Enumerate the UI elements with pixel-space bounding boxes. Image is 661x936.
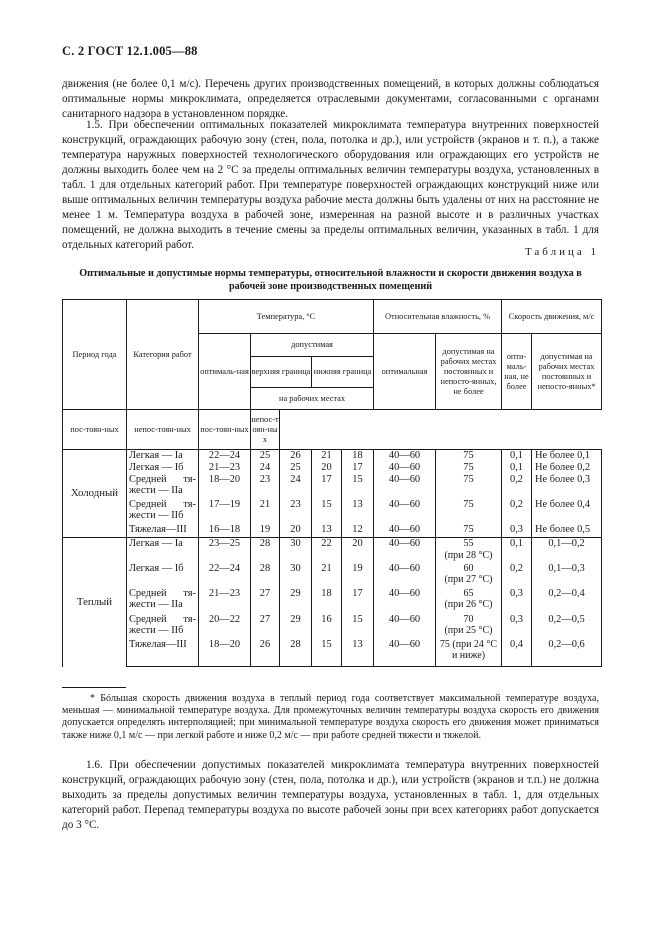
cell-hum-optimal: 40—60 xyxy=(374,474,436,499)
cell-temp-optimal: 17—19 xyxy=(199,499,251,524)
cell-temp-optimal: 23—25 xyxy=(199,538,251,563)
cell-speed-optimal: 0,1 xyxy=(502,450,532,462)
cell-lower-permanent: 21 xyxy=(312,563,342,588)
cell-hum-optimal: 40—60 xyxy=(374,639,436,667)
cell-temp-optimal: 18—20 xyxy=(199,474,251,499)
cell-upper-nonpermanent: 30 xyxy=(280,538,312,563)
cell-category: Легкая — Ia xyxy=(127,450,199,462)
header-hum-optimal: оптимальная xyxy=(374,334,436,410)
header-temp-optimal: оптималь-ная xyxy=(199,334,251,410)
table-title: Оптимальные и допустимые нормы температуры, относительной влажности и скорости движения воздуха в рабочей зоне производственных помещений xyxy=(79,268,582,292)
season-cold: Холодный xyxy=(63,450,127,538)
cell-upper-permanent: 28 xyxy=(251,563,280,588)
table-row xyxy=(63,499,602,524)
cell-category: Средней тя- жести — IIб xyxy=(127,614,199,639)
cell-lower-permanent: 20 xyxy=(312,462,342,474)
microclimate-norms-table-body xyxy=(62,449,602,667)
cell-hum-optimal: 40—60 xyxy=(374,588,436,614)
cell-category: Легкая — Iб xyxy=(127,563,199,588)
cell-speed-optimal: 0,3 xyxy=(502,614,532,639)
cell-lower-nonpermanent: 17 xyxy=(342,462,374,474)
cell-lower-nonpermanent: 19 xyxy=(342,563,374,588)
cell-speed-permissible: 0,2—0,5 xyxy=(532,614,602,639)
table-row xyxy=(63,588,602,614)
cell-temp-optimal: 21—23 xyxy=(199,588,251,614)
cell-lower-nonpermanent: 18 xyxy=(342,450,374,462)
cell-category: Легкая — Iб xyxy=(127,462,199,474)
cell-category: Средней тя- жести — IIб xyxy=(127,499,199,524)
cell-lower-permanent: 15 xyxy=(312,499,342,524)
cell-hum-permissible: 70 (при 25 °С) xyxy=(436,614,502,639)
header-nonpermanent-1: непос-тоян-ных xyxy=(127,410,199,450)
table-row xyxy=(63,524,602,538)
cell-hum-permissible: 75 xyxy=(436,524,502,538)
cell-lower-permanent: 15 xyxy=(312,639,342,667)
header-speed: Скорость движения, м/с xyxy=(502,300,602,334)
header-permanent-0: пос-тоян-ных xyxy=(63,410,127,450)
paragraph-text: 1.5. При обеспечении оптимальных показателей микроклимата температура внутренних поверхностей конструкций, ограждающих рабочую зону (стен, пола, потолка и др.), или устройств (экранов и т. п.), а также температура наружных поверхностей технологического оборудования или ограждающих его устройств не должны выходить более чем на 2 °С за пределы оптимальных величин температуры воздуха, установленных в табл. 1 для отдельных категорий работ. При температуре поверхностей ограждающих конструкций ниже или выше оптимальных величин температуры воздуха рабочие места должны быть удалены от них на расстояние не менее 1 м. Температура воздуха в рабочей зоне, измеренная на разной высоте и в различных участках помещений, не должна выходить в течение смены за пределы оптимальных величин, указанных в табл. 1 для отдельных категорий работ. xyxy=(62,119,599,251)
cell-hum-optimal: 40—60 xyxy=(374,538,436,563)
cell-lower-permanent: 16 xyxy=(312,614,342,639)
cell-lower-nonpermanent: 13 xyxy=(342,499,374,524)
cell-temp-optimal: 22—24 xyxy=(199,450,251,462)
season-warm: Теплый xyxy=(63,538,127,667)
footnote-rule xyxy=(62,687,126,688)
cell-speed-permissible: Не более 0,1 xyxy=(532,450,602,462)
cell-upper-permanent: 27 xyxy=(251,614,280,639)
cell-temp-optimal: 18—20 xyxy=(199,639,251,667)
cell-lower-nonpermanent: 20 xyxy=(342,538,374,563)
cell-lower-permanent: 21 xyxy=(312,450,342,462)
paragraph-1-6 xyxy=(62,758,599,833)
table-row xyxy=(63,462,602,474)
cell-upper-nonpermanent: 20 xyxy=(280,524,312,538)
cell-upper-permanent: 27 xyxy=(251,588,280,614)
table-label: Таблица 1 xyxy=(524,246,599,258)
cell-upper-nonpermanent: 26 xyxy=(280,450,312,462)
cell-upper-nonpermanent: 23 xyxy=(280,499,312,524)
cell-upper-permanent: 28 xyxy=(251,538,280,563)
cell-speed-optimal: 0,1 xyxy=(502,462,532,474)
table-row xyxy=(63,563,602,588)
cell-speed-optimal: 0,2 xyxy=(502,499,532,524)
table-row xyxy=(63,450,602,462)
cell-upper-permanent: 19 xyxy=(251,524,280,538)
cell-lower-permanent: 17 xyxy=(312,474,342,499)
cell-speed-permissible: Не более 0,2 xyxy=(532,462,602,474)
cell-temp-optimal: 22—24 xyxy=(199,563,251,588)
cell-lower-permanent: 13 xyxy=(312,524,342,538)
paragraph-text: движения (не более 0,1 м/с). Перечень других производственных помещений, в которых должны соблюдаться оптимальные нормы микроклимата, определяется отраслевыми документами, согласованными с органами санитарного надзора в установленном порядке. xyxy=(62,78,599,120)
cell-hum-optimal: 40—60 xyxy=(374,499,436,524)
table-row xyxy=(63,639,602,667)
cell-lower-nonpermanent: 15 xyxy=(342,474,374,499)
cell-speed-permissible: 0,2—0,6 xyxy=(532,639,602,667)
cell-speed-permissible: 0,1—0,2 xyxy=(532,538,602,563)
table-row xyxy=(63,474,602,499)
header-category: Категория работ xyxy=(127,300,199,410)
table-row xyxy=(63,538,602,563)
cell-hum-permissible: 75 xyxy=(436,450,502,462)
cell-speed-optimal: 0,2 xyxy=(502,474,532,499)
cell-speed-optimal: 0,4 xyxy=(502,639,532,667)
cell-temp-optimal: 20—22 xyxy=(199,614,251,639)
cell-lower-permanent: 18 xyxy=(312,588,342,614)
table-row xyxy=(63,614,602,639)
cell-upper-permanent: 24 xyxy=(251,462,280,474)
cell-upper-permanent: 26 xyxy=(251,639,280,667)
footnote-text: * Бóльшая скорость движения воздуха в теплый период года соответствует максимальной температуре воздуха, меньшая — минимальной температуре воздуха. Для промежуточных величин температуры воздуха скорость его движения допускается определять интерполяцией; при минимальной температуре воздуха скорость его движения может приниматься также ниже 0,1 м/с — при легкой работе и ниже 0,2 м/с — при работе средней тяжести и тяжелой. xyxy=(62,693,599,741)
cell-hum-permissible: 55 (при 28 °С) xyxy=(436,538,502,563)
cell-hum-optimal: 40—60 xyxy=(374,462,436,474)
cell-upper-permanent: 25 xyxy=(251,450,280,462)
microclimate-norms-table xyxy=(62,299,602,450)
cell-upper-nonpermanent: 25 xyxy=(280,462,312,474)
cell-category: Тяжелая—III xyxy=(127,639,199,667)
cell-speed-permissible: 0,2—0,4 xyxy=(532,588,602,614)
table-footnote xyxy=(62,693,599,742)
header-upper-bound: верхняя граница xyxy=(251,357,312,388)
cell-speed-optimal: 0,3 xyxy=(502,588,532,614)
header-period: Период года xyxy=(63,300,127,410)
header-spd-optimal: опти-маль-ная, не более xyxy=(502,334,532,410)
cell-hum-permissible: 60 (при 27 °С) xyxy=(436,563,502,588)
cell-hum-permissible: 75 xyxy=(436,499,502,524)
paragraph-1-5 xyxy=(62,118,599,253)
header-humidity: Относительная влажность, % xyxy=(374,300,502,334)
cell-hum-permissible: 75 (при 24 °С и ниже) xyxy=(436,639,502,667)
header-lower-bound: нижняя граница xyxy=(312,357,374,388)
cell-lower-nonpermanent: 15 xyxy=(342,614,374,639)
cell-upper-nonpermanent: 28 xyxy=(280,639,312,667)
cell-lower-permanent: 22 xyxy=(312,538,342,563)
cell-upper-permanent: 21 xyxy=(251,499,280,524)
cell-lower-nonpermanent: 13 xyxy=(342,639,374,667)
cell-upper-nonpermanent: 24 xyxy=(280,474,312,499)
paragraph-continuation xyxy=(62,77,599,122)
cell-speed-permissible: Не более 0,4 xyxy=(532,499,602,524)
cell-hum-optimal: 40—60 xyxy=(374,524,436,538)
header-hum-permissible: допустимая на рабочих местах постоянных и непосто-янных, не более xyxy=(436,334,502,410)
cell-hum-optimal: 40—60 xyxy=(374,614,436,639)
cell-speed-permissible: 0,1—0,3 xyxy=(532,563,602,588)
cell-temp-optimal: 21—23 xyxy=(199,462,251,474)
cell-category: Тяжелая—III xyxy=(127,524,199,538)
header-at-workplaces: на рабочих местах xyxy=(251,388,374,410)
cell-upper-nonpermanent: 29 xyxy=(280,614,312,639)
cell-speed-permissible: Не более 0,5 xyxy=(532,524,602,538)
header-spd-permissible: допустимая на рабочих местах постоянных и непосто-янных* xyxy=(532,334,602,410)
cell-speed-optimal: 0,1 xyxy=(502,538,532,563)
cell-hum-optimal: 40—60 xyxy=(374,563,436,588)
cell-hum-permissible: 75 xyxy=(436,462,502,474)
cell-category: Легкая — Ia xyxy=(127,538,199,563)
cell-speed-permissible: Не более 0,3 xyxy=(532,474,602,499)
cell-hum-permissible: 65 (при 26 °С) xyxy=(436,588,502,614)
cell-category: Средней тя- жести — IIa xyxy=(127,588,199,614)
cell-upper-nonpermanent: 29 xyxy=(280,588,312,614)
cell-temp-optimal: 16—18 xyxy=(199,524,251,538)
cell-hum-permissible: 75 xyxy=(436,474,502,499)
cell-speed-optimal: 0,2 xyxy=(502,563,532,588)
page-header: С. 2 ГОСТ 12.1.005—88 xyxy=(62,44,198,58)
cell-lower-nonpermanent: 12 xyxy=(342,524,374,538)
cell-category: Средней тя- жести — IIa xyxy=(127,474,199,499)
cell-hum-optimal: 40—60 xyxy=(374,450,436,462)
header-temperature: Температура, °С xyxy=(199,300,374,334)
cell-speed-optimal: 0,3 xyxy=(502,524,532,538)
cell-upper-permanent: 23 xyxy=(251,474,280,499)
paragraph-text: 1.6. При обеспечении допустимых показателей микроклимата температура внутренних поверхностей конструкций, ограждающих рабочую зону (стен, пола, потолка и др.), или устройств (экранов и т.п.) не должна выходить за пределы допустимых величин температуры воздуха, установленных в табл. 1, для отдельных категорий работ. Перепад температуры воздуха по высоте рабочей зоны при всех категориях работ допускается до 3 °С. xyxy=(62,759,599,831)
cell-lower-nonpermanent: 17 xyxy=(342,588,374,614)
cell-upper-nonpermanent: 30 xyxy=(280,563,312,588)
header-temp-permissible: допустимая xyxy=(251,334,374,357)
header-permanent-2: пос-тоян-ных xyxy=(199,410,251,450)
header-nonpermanent-3: непос-тоян-ных xyxy=(251,410,280,450)
